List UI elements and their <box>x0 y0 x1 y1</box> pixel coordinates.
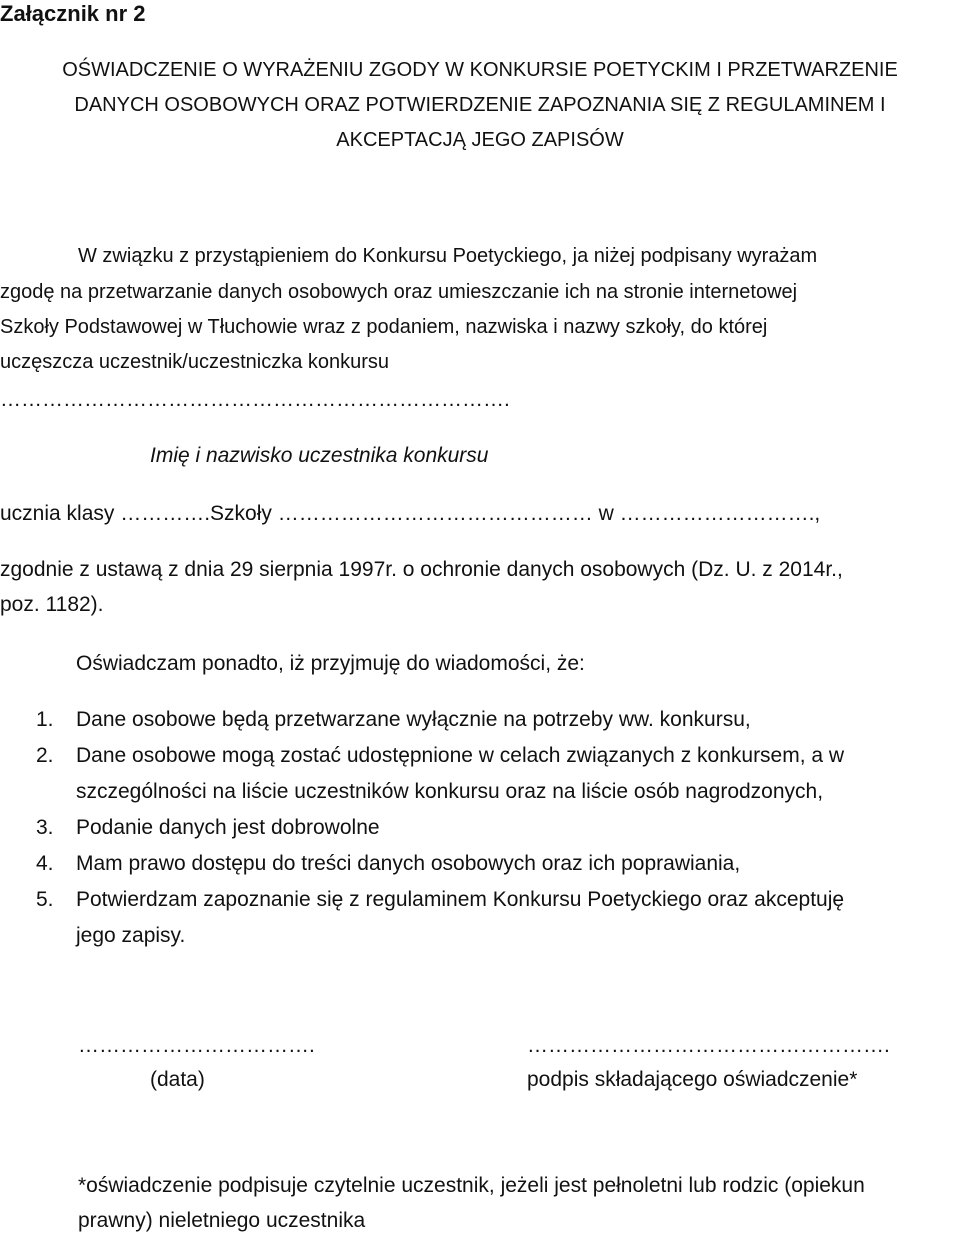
list-item: Potwierdzam zapoznanie się z regulaminem Konkursu Poetyckiego oraz akceptuję <box>76 888 845 911</box>
list-item-continuation: jego zapisy. <box>76 924 186 947</box>
intro-line-1: W związku z przystąpieniem do Konkursu Poetyckiego, ja niżej podpisany wyrażam <box>78 245 818 267</box>
intro-line-2: zgodę na przetwarzanie danych osobowych oraz umieszczanie ich na stronie internetowej <box>0 281 798 303</box>
title-line-2: DANYCH OSOBOWYCH ORAZ POTWIERDZENIE ZAPOZNANIA SIĘ Z REGULAMINEM I <box>74 94 886 116</box>
participant-name-caption: Imię i nazwisko uczestnika konkursu <box>150 444 489 467</box>
list-item-number: 1. <box>36 708 54 731</box>
list-item-number: 3. <box>36 816 54 839</box>
law-line-1: zgodnie z ustawą z dnia 29 sierpnia 1997r. o ochronie danych osobowych (Dz. U. z 2014r., <box>0 558 843 581</box>
list-item-number: 2. <box>36 744 54 767</box>
signature-field: ……………………………………………. <box>527 1034 890 1057</box>
law-line-2: poz. 1182). <box>0 593 104 616</box>
list-item-continuation: szczególności na liście uczestników konkursu oraz na liście osób nagrodzonych, <box>76 780 824 803</box>
participant-name-field: ………………………………………………………………. <box>0 388 510 411</box>
attachment-label: Załącznik nr 2 <box>0 1 146 26</box>
list-item: Mam prawo dostępu do treści danych osobowych oraz ich poprawiania, <box>76 852 741 875</box>
footnote-line-2: prawny) nieletniego uczestnika <box>78 1209 366 1232</box>
intro-line-3: Szkoły Podstawowej w Tłuchowie wraz z podaniem, nazwiska i nazwy szkoły, do której <box>0 316 768 338</box>
list-item: Dane osobowe mogą zostać udostępnione w celach związanych z konkursem, a w <box>76 744 845 767</box>
list-item-number: 5. <box>36 888 54 911</box>
title-line-3: AKCEPTACJĄ JEGO ZAPISÓW <box>336 129 624 151</box>
intro-line-4: uczęszcza uczestnik/uczestniczka konkursu <box>0 351 390 373</box>
footnote-line-1: *oświadczenie podpisuje czytelnie uczestnik, jeżeli jest pełnoletni lub rodzic (opiekun <box>78 1174 865 1197</box>
signature-label: podpis składającego oświadczenie* <box>527 1068 858 1091</box>
title-line-1: OŚWIADCZENIE O WYRAŻENIU ZGODY W KONKURSIE POETYCKIM I PRZETWARZENIE <box>62 59 898 81</box>
list-item: Dane osobowe będą przetwarzane wyłącznie na potrzeby ww. konkursu, <box>76 708 751 731</box>
class-school-field: ucznia klasy ………….Szkoły ……………………………………… w ………………………., <box>0 502 821 525</box>
list-item-number: 4. <box>36 852 54 875</box>
list-item: Podanie danych jest dobrowolne <box>76 816 380 839</box>
date-field: ……………………………. <box>78 1034 315 1057</box>
date-label: (data) <box>150 1068 205 1091</box>
declaration-intro: Oświadczam ponadto, iż przyjmuję do wiadomości, że: <box>76 652 585 675</box>
